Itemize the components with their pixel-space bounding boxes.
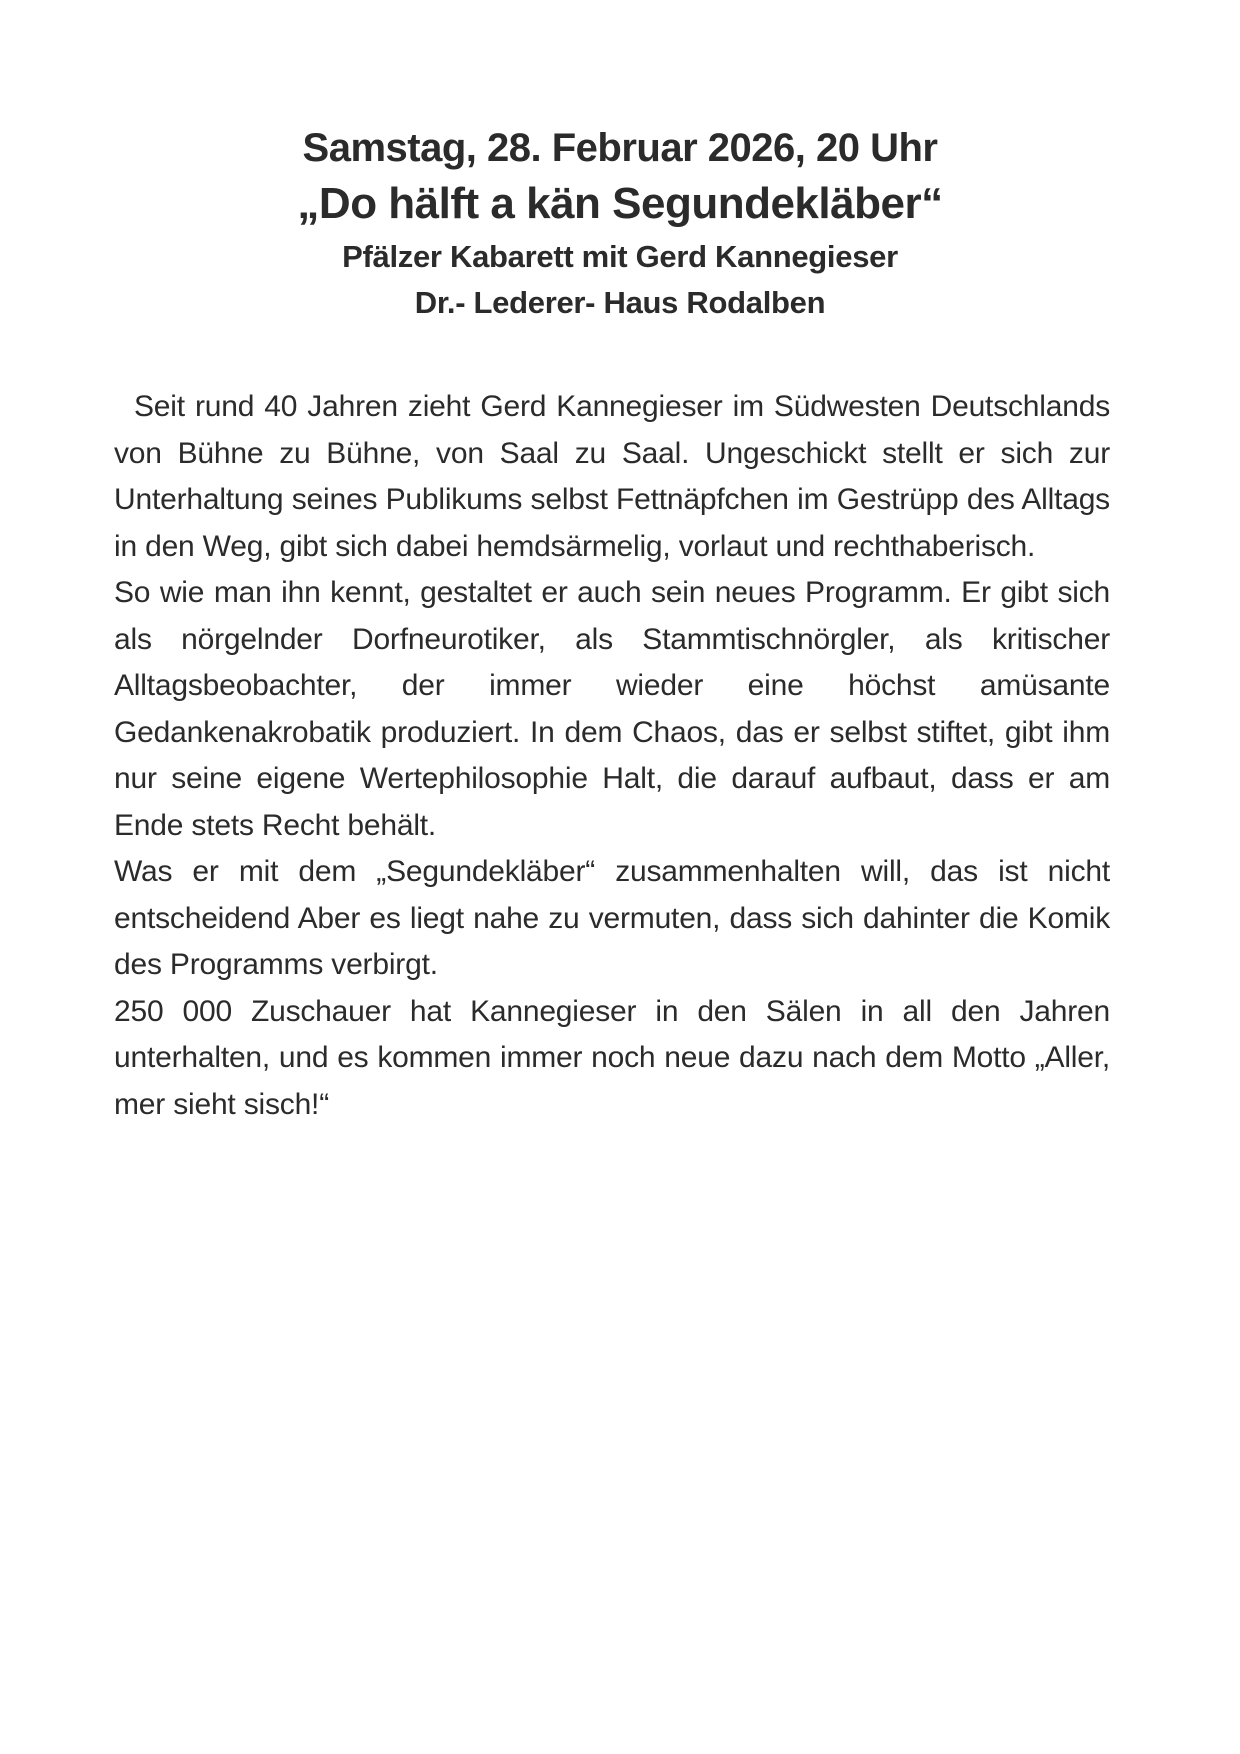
paragraph: Was er mit dem „Segundekläber“ zusammenhalten will, das ist nicht entscheidend Aber es liegt nahe zu vermuten, dass sich dahinter die Komik des Programms verbirgt. [114, 855, 1110, 981]
event-header [0, 122, 1240, 326]
event-date: Samstag, 28. Februar 2026, 20 Uhr [302, 126, 938, 170]
article-body [114, 384, 1110, 1128]
event-title: „Do hälft a kän Segundekläber“ [297, 179, 943, 228]
event-venue: Dr.- Lederer- Haus Rodalben [414, 285, 826, 320]
event-subtitle: Pfälzer Kabarett mit Gerd Kannegieser [342, 239, 898, 274]
paragraph: Seit rund 40 Jahren zieht Gerd Kannegieser im Südwesten Deutschlands von Bühne zu Bühne, von Saal zu Saal. Ungeschickt stellt er sich zur Unterhaltung seines Publikums selbst Fettnäpfchen im Gestrüpp des Alltags in den Weg, gibt sich dabei hemdsärmelig, vorlaut und rechthaberisch. [114, 390, 1110, 563]
paragraph: 250 000 Zuschauer hat Kannegieser in den Sälen in all den Jahren unterhalten, und es kommen immer noch neue dazu nach dem Motto „Aller, mer sieht sisch!“ [114, 994, 1110, 1121]
paragraph: So wie man ihn kennt, gestaltet er auch sein neues Programm. Er gibt sich als nörgelnder Dorfneurotiker, als Stammtischnörgler, als kritischer Alltagsbeobachter, der immer wieder eine höchst amüsante Gedankenakrobatik produziert. In dem Chaos, das er selbst stiftet, gibt ihm nur seine eigene Wertephilosophie Halt, die darauf aufbaut, dass er am Ende stets Recht behält. [114, 576, 1110, 842]
